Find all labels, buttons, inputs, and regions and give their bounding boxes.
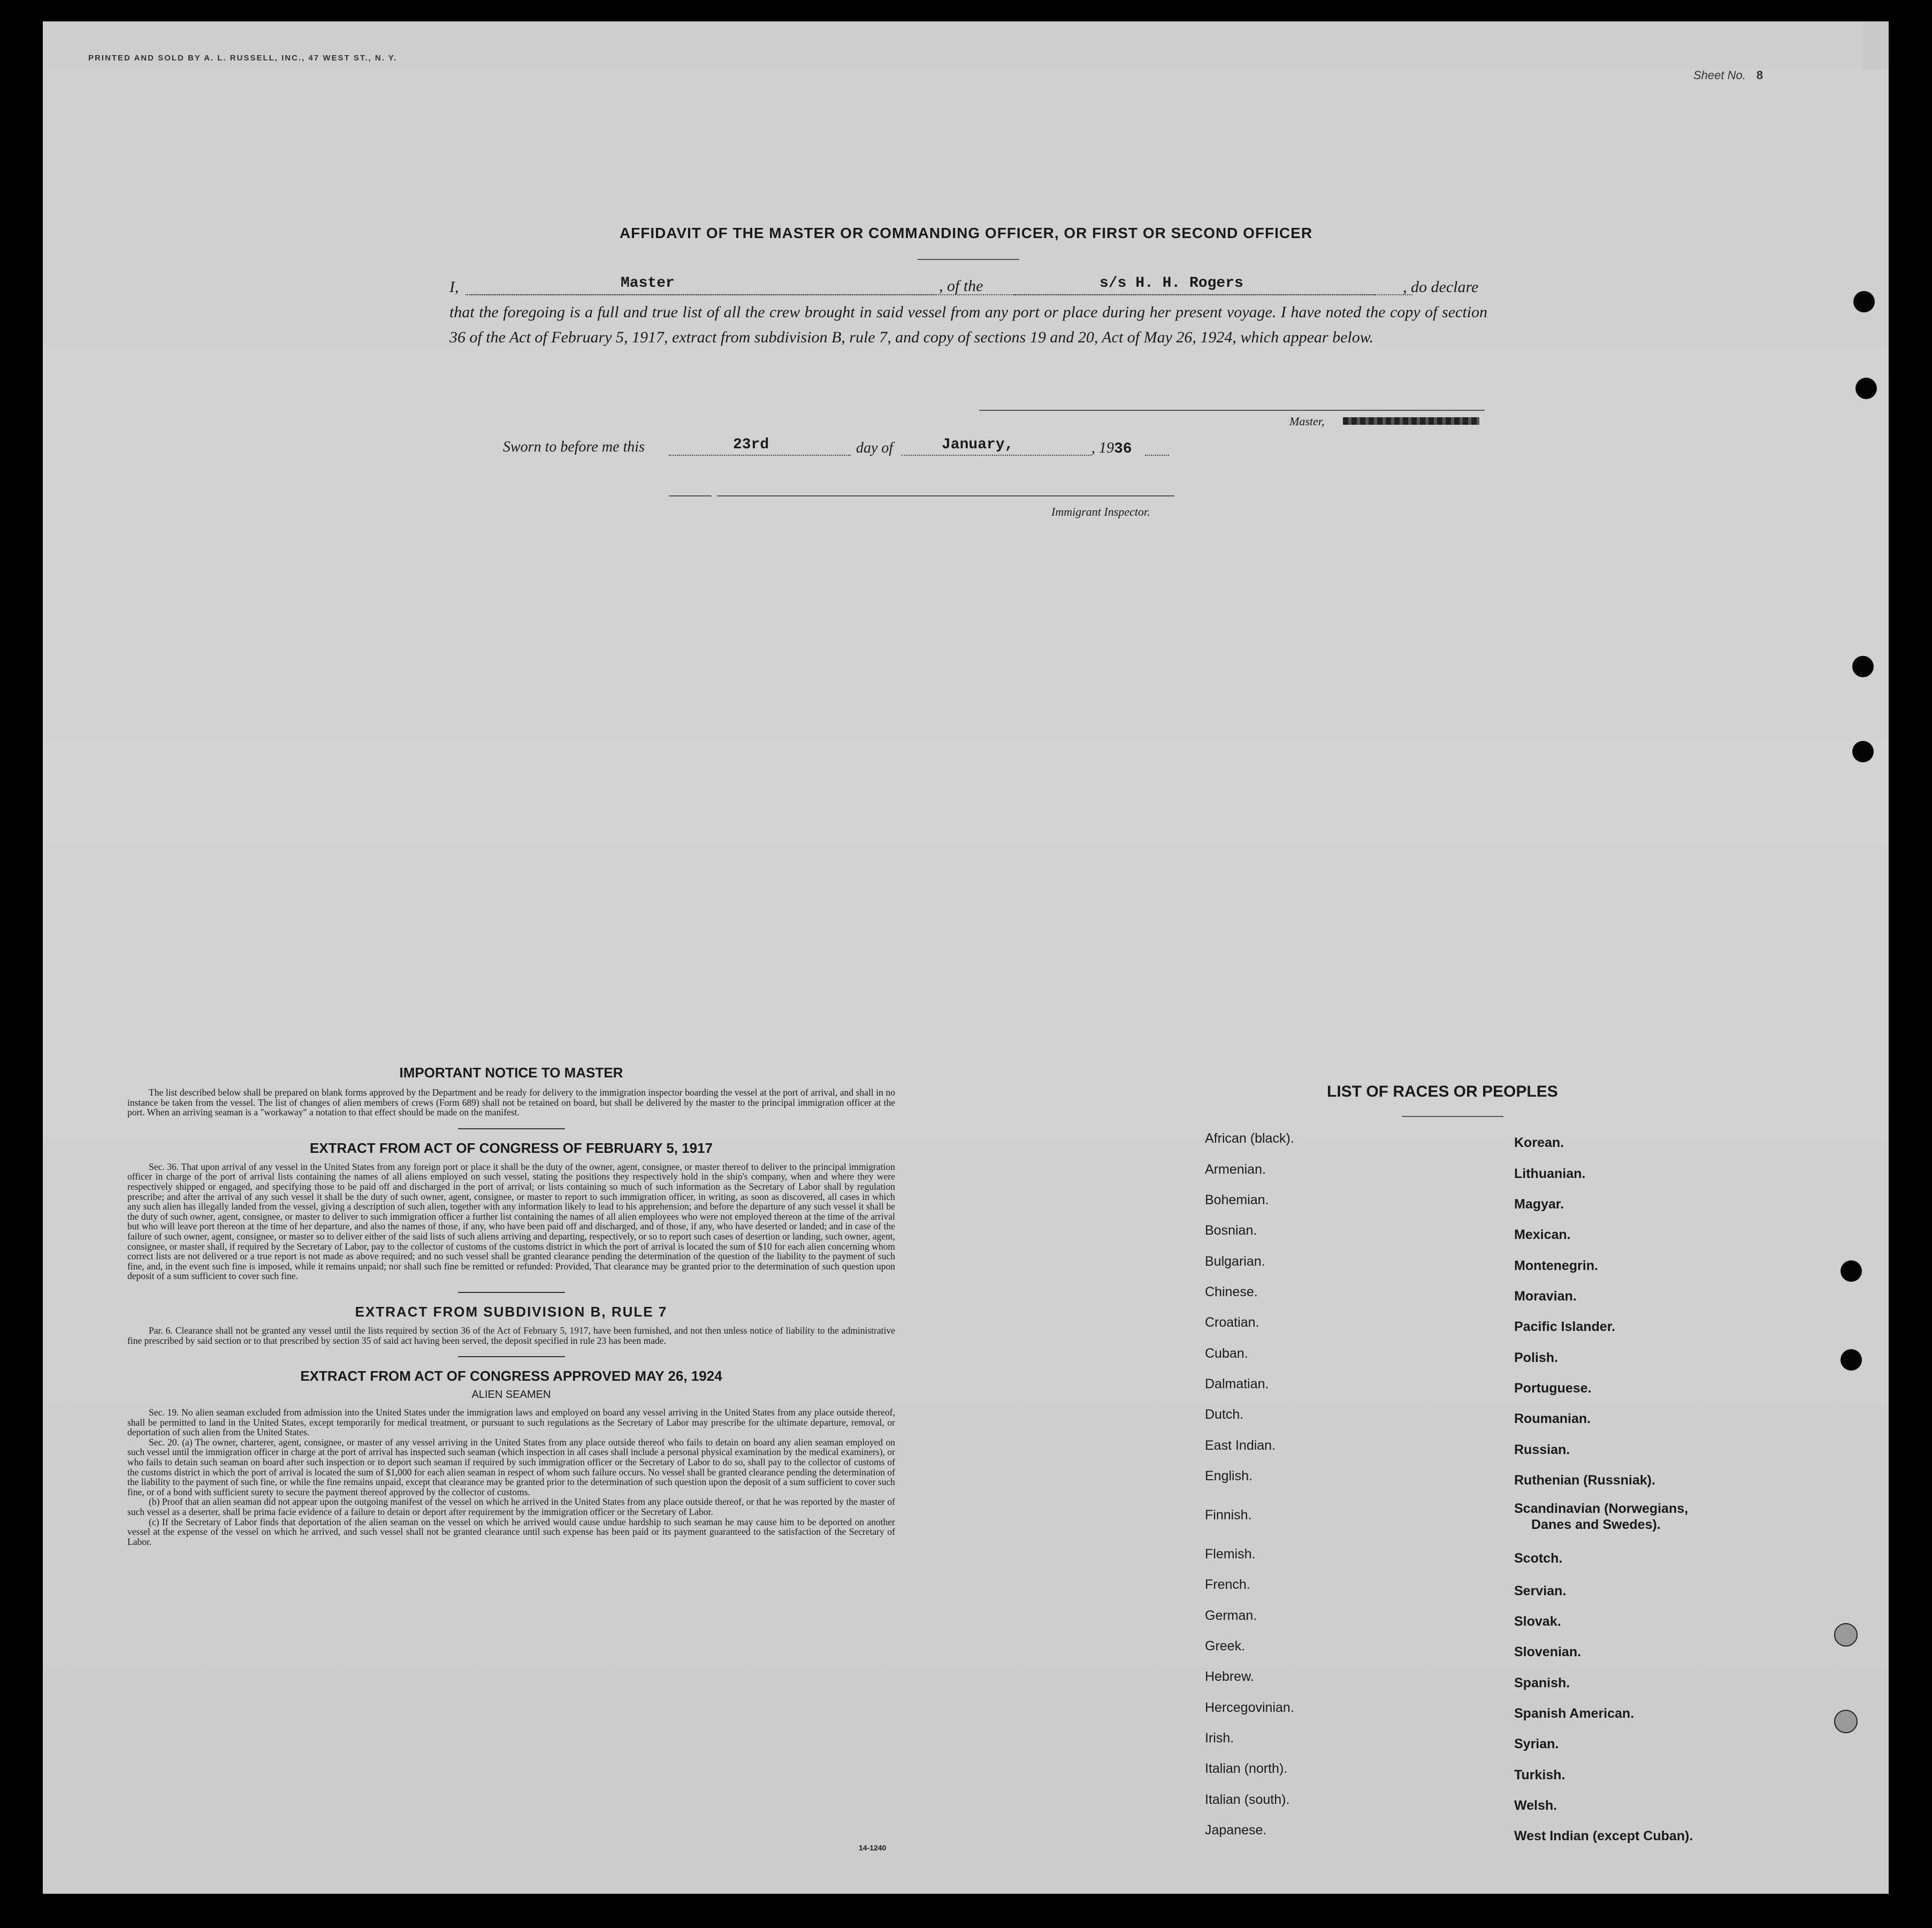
printer-imprint: PRINTED AND SOLD BY A. L. RUSSELL, INC., 47 WEST ST., N. Y.: [88, 53, 398, 63]
race-item: Bohemian.: [1205, 1192, 1269, 1207]
race-item: Chinese.: [1205, 1284, 1258, 1299]
race-item: Irish.: [1205, 1731, 1234, 1746]
do-declare-label: , do declare: [1403, 278, 1479, 296]
punch-hole-icon: [1853, 291, 1875, 312]
vessel-name: s/s H. H. Rogers: [1099, 275, 1243, 292]
race-item: Dalmatian.: [1205, 1376, 1269, 1391]
alien-seamen-subtitle: ALIEN SEAMEN: [471, 1389, 551, 1401]
race-item: Roumanian.: [1514, 1411, 1591, 1426]
race-item: Japanese.: [1205, 1823, 1267, 1838]
race-item: Ruthenian (Russniak).: [1514, 1473, 1655, 1488]
race-item: East Indian.: [1205, 1438, 1276, 1453]
form-number: 14-1240: [859, 1843, 887, 1852]
races-title: LIST OF RACES OR PEOPLES: [1327, 1083, 1558, 1100]
race-item: Greek.: [1205, 1639, 1246, 1654]
race-item: Russian.: [1514, 1442, 1570, 1457]
divider: [458, 1292, 565, 1293]
struck-out-text: [1343, 417, 1479, 425]
inspector-label: Immigrant Inspector.: [1051, 505, 1150, 518]
sec20a-text: Sec. 20. (a) The owner, charterer, agent, consignee, or master of any vessel arriving in the United States from any place outside thereof who fails to detain on board any alien seaman employed on such vessel until the immigration officer in charge at the port of arrival has inspected such seaman (which inspection in all cases shall include a personal physical examination by the medical examiners), or who fails to detain such seaman on board after such inspection or to deport such seaman if required by such immigration officer or the Secretary of Labor to do so, shall pay to the collector of customs of the customs district in which the port of arrival is located the sum of $1,000 for each alien seaman in respect of whom such failure occurs. No vessel shall be granted clearance pending the determination of the liability to the payment of such fine, or while the fine remains unpaid, except that clearance may be granted prior to the determination of such question upon the deposit of a sum sufficient to cover such fine, or of a bond with sufficient surety to secure the payment thereof approved by the collector of customs.: [127, 1436, 895, 1497]
race-item: Cuban.: [1205, 1346, 1248, 1361]
race-item: Servian.: [1514, 1583, 1567, 1598]
punch-hole-icon: [1852, 656, 1874, 677]
race-item: Moravian.: [1514, 1289, 1577, 1304]
punch-hole-icon: [1841, 1260, 1862, 1282]
notice-text: The list described below shall be prepared on blank forms approved by the Department and be ready for delivery to the immigration inspector boarding the vessel at the port of arrival, and shall in no instance be taken from the vessel. The list of changes of alien members of crews (Form 689) shall not be retained on board, but shall be delivered by the master to the principal immigration officer at the port. When an arriving seaman is a "workaway" a notation to that effect should be made on the manifest.: [127, 1087, 895, 1118]
punch-hole-icon: [1841, 1349, 1862, 1371]
top-sheet-edge: [43, 21, 1862, 75]
day-field: [669, 455, 851, 456]
race-item: French.: [1205, 1577, 1250, 1592]
race-item: Portuguese.: [1514, 1381, 1592, 1396]
legal-notices: [127, 1065, 895, 1547]
year-field: [1145, 455, 1169, 456]
affidavit-title: AFFIDAVIT OF THE MASTER OR COMMANDING OFFICER, OR FIRST OR SECOND OFFICER: [619, 225, 1313, 241]
race-item: Polish.: [1514, 1350, 1558, 1365]
race-item: Pacific Islander.: [1514, 1319, 1615, 1334]
extract-1924-title: EXTRACT FROM ACT OF CONGRESS APPROVED MAY 26, 1924: [300, 1368, 722, 1384]
sworn-month: January,: [942, 437, 1014, 453]
race-item: Bosnian.: [1205, 1223, 1257, 1238]
sec20b-text: (b) Proof that an alien seaman did not appear upon the outgoing manifest of the vessel on which he arrived in the United States from any place outside thereof, or that he was reported by the master of such vessel as a deserter, shall be prima facie evidence of a failure to detain or deport after requirement by the immigration officer or the Secretary of Labor.: [127, 1496, 895, 1518]
race-item: Spanish American.: [1514, 1706, 1635, 1721]
sec19-text: Sec. 19. No alien seaman excluded from admission into the United States under the immigration laws and employed on board any vessel arriving in the United States from any place outside thereof, shall be permitted to land in the United States, except temporarily for medical treatment, or pursuant to such regulations as the Secretary of Labor may prescribe for the ultimate departure, removal, or deportation of such alien from the United States.: [127, 1407, 895, 1438]
rule7-text: Par. 6. Clearance shall not be granted any vessel until the lists required by section 36 of the Act of February 5, 1917, have been furnished, and not then unless notice of liability to the administrative fine prescribed by said section or to that prescribed by section 35 of said act having been served, the deposit specified in rule 23 has been made.: [127, 1325, 895, 1346]
race-item: Magyar.: [1514, 1197, 1564, 1212]
inspector-signature-line: [717, 495, 1174, 496]
race-item: Finnish.: [1205, 1508, 1252, 1522]
of-the-label: , of the: [939, 277, 983, 295]
race-item: Hercegovinian.: [1205, 1700, 1294, 1715]
race-item: Syrian.: [1514, 1736, 1559, 1751]
sheet-number: Sheet No. 8: [1693, 68, 1763, 82]
race-item: West Indian (except Cuban).: [1514, 1828, 1693, 1843]
notice-title: IMPORTANT NOTICE TO MASTER: [399, 1065, 623, 1081]
inspector-line-a: [669, 495, 712, 496]
punch-hole-icon: [1834, 1710, 1858, 1733]
race-item: Slovenian.: [1514, 1644, 1582, 1659]
declaration-line: I,: [449, 278, 1487, 296]
divider: [458, 1356, 565, 1357]
race-item: Korean.: [1514, 1135, 1564, 1150]
race-item: Italian (south).: [1205, 1792, 1290, 1807]
divider: [458, 1128, 565, 1129]
year-label: , 1936: [1091, 440, 1132, 457]
sworn-day: 23rd: [733, 437, 769, 453]
race-item: English.: [1205, 1468, 1253, 1483]
race-item: German.: [1205, 1608, 1257, 1623]
month-field: [902, 455, 1091, 456]
race-item: Scandinavian (Norwegians,: [1514, 1501, 1689, 1516]
punch-hole-icon: [1834, 1623, 1858, 1647]
officer-field: [471, 294, 936, 295]
rule7-title: EXTRACT FROM SUBDIVISION B, RULE 7: [355, 1303, 668, 1320]
race-item: Croatian.: [1205, 1315, 1259, 1330]
race-item: Turkish.: [1514, 1768, 1566, 1782]
race-item: Scotch.: [1514, 1551, 1563, 1566]
vessel-field: [1014, 294, 1412, 295]
race-item: Mexican.: [1514, 1227, 1571, 1242]
day-of-label: day of: [856, 440, 894, 456]
extract-1917-title: EXTRACT FROM ACT OF CONGRESS OF FEBRUARY 5, 1917: [309, 1139, 713, 1156]
punch-hole-icon: [1852, 741, 1874, 762]
race-item: Dutch.: [1205, 1407, 1244, 1422]
title-rule: [918, 259, 1019, 260]
officer-rank: Master: [621, 275, 675, 292]
race-item: African (black).: [1205, 1131, 1294, 1146]
race-item: Spanish.: [1514, 1675, 1570, 1690]
race-item: Bulgarian.: [1205, 1254, 1265, 1269]
punch-hole-icon: [1855, 378, 1877, 399]
race-item: Lithuanian.: [1514, 1166, 1586, 1181]
race-item: Danes and Swedes).: [1531, 1517, 1661, 1532]
master-signature-line: [979, 410, 1485, 411]
race-item: Hebrew.: [1205, 1669, 1254, 1684]
race-item: Armenian.: [1205, 1162, 1266, 1177]
sworn-label: Sworn to before me this: [503, 439, 645, 455]
sec20c-text: (c) If the Secretary of Labor finds that deportation of the alien seaman on the vessel on which he arrived would cause undue hardship to such seaman he may cause him to be deported on another vessel at the expense of the vessel on which he arrived, and such vessel shall not be granted clearance until such expense has been paid or its payment guaranteed to the satisfaction of the Secretary of Labor.: [127, 1516, 895, 1547]
race-item: Italian (north).: [1205, 1761, 1288, 1776]
declaration-body: that the foregoing is a full and true list of all the crew brought in said vessel from any port or place during her present voyage. I have noted the copy of section 36 of the Act of February 5, 1917, extract from subdivision B, rule 7, and copy of sections 19 and 20, Act of May 26, 1924, which appear below.: [449, 303, 1487, 346]
race-item: Flemish.: [1205, 1547, 1256, 1562]
race-item: Slovak.: [1514, 1614, 1561, 1629]
master-label: Master,: [1289, 415, 1325, 428]
races-rule: [1402, 1116, 1503, 1117]
extract-1917-text: Sec. 36. That upon arrival of any vessel in the United States from any foreign port or place it shall be the duty of the owner, agent, consignee, or master thereof to deliver to the principal immigration officer in charge of the port of arrival lists containing the names of all aliens employed on such vessel, stating the positions they respectively hold in the ship's company, when and where they were respectively shipped or engaged, and specifying those to be paid off and discharged in the port of arrival; or lists containing so much of such information as the Secretary of Labor shall by regulation prescribe; and after the arrival of any such vessel it shall be the duty of such owner, agent, consignee, or master to report to such immigration officer, in writing, as soon as discovered, all cases in which any such alien has illegally landed from the vessel, giving a description of such alien, together with any information likely to lead to his apprehension; and before the departure of any such vessel it shall be the duty of such owner, agent, consignee, or master to deliver to such immigration officer a further list containing the names of all alien employees who were not employed thereon at the time of the arrival but who will leave port thereon at the time of her departure, and also the names of those, if any, who have been paid off and discharged, and of those, if any, who have deserted or landed; and in case of the failure of such owner, agent, consignee, or master so to deliver either of the said lists of such aliens arriving and departing, respectively, or so to report such cases of desertion or landing, such owner, agent, consignee, or master shall, if required by the Secretary of Labor, pay to the collector of customs of the customs district in which the port of arrival is located the sum of $10 for each alien concerning whom correct lists are not delivered or a true report is not made as above required; and no such vessel shall be granted clearance pending the determination of the question of the liability to the payment of such fine, and, in the event such fine is imposed, while it remains unpaid; nor shall such fine be remitted or refunded: Provided, That clearance may be granted prior to the determination of such question upon deposit of a sum sufficient to cover such fine.: [127, 1161, 895, 1282]
race-item: Montenegrin.: [1514, 1258, 1598, 1273]
race-item: Welsh.: [1514, 1798, 1557, 1813]
